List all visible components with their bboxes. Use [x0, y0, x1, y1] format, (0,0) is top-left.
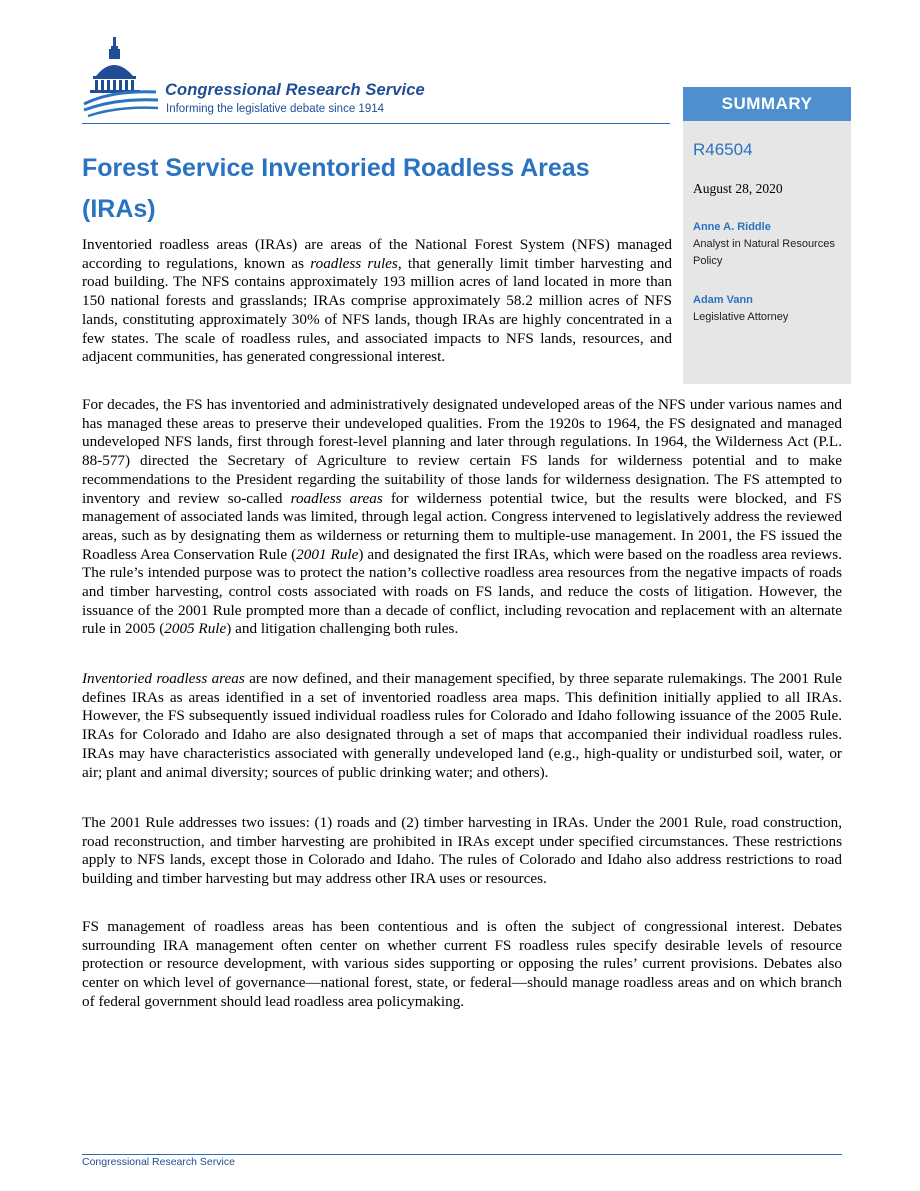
footer-text: Congressional Research Service: [82, 1156, 235, 1168]
author-name: Anne A. Riddle: [693, 221, 771, 233]
summary-sidebar: [683, 87, 851, 384]
debate-paragraph: FS management of roadless areas has been contentious and is often the subject of congressional interest. Debates surrounding IRA management often center on whether current FS roadless rules specify desirable levels of resource protection or resource development, with various sides supporting or opposing the rules’ current provisions. Debates also center on which level of governance—national forest, state, or federal—should manage roadless areas and on which branch of federal government should lead roadless area policymaking.: [82, 918, 842, 1010]
document-title: Forest Service Inventoried Roadless Areas (IRAs): [82, 154, 590, 223]
rule-issues-paragraph: The 2001 Rule addresses two issues: (1) roads and (2) timber harvesting in IRAs. Under the 2001 Rule, road construction, road reconstruction, and timber harvesting are prohibited in IRAs except under specified circumstances. These restrictions apply to NFS lands, except those in Colorado and Idaho. The rules of Colorado and Idaho also address restrictions to road building and timber harvesting but may address other IRA uses or resources.: [82, 814, 842, 888]
author-title: Legislative Attorney: [693, 311, 789, 323]
summary-banner: SUMMARY: [683, 87, 851, 121]
header-divider: [82, 123, 670, 124]
report-date: August 28, 2020: [693, 181, 783, 196]
report-number: R46504: [693, 140, 753, 159]
org-name: Congressional Research Service: [165, 81, 425, 99]
crs-logo: [82, 34, 502, 124]
org-tagline: Informing the legislative debate since 1914: [166, 103, 385, 115]
footer-divider: [82, 1154, 842, 1155]
history-paragraph: For decades, the FS has inventoried and administratively designated undeveloped areas of the NFS under various names and has managed these areas to preserve their undeveloped qualities. From the 1920s to 1964, the FS designated and managed undeveloped NFS lands, first through forest-level planning and later through regulations. In 1964, the Wilderness Act (P.L. 88-577) directed the Secretary of Agriculture to review certain FS lands for wilderness potential and to make recommendations to the President regarding the suitability of those lands for wilderness designation. The FS attempted to inventory and review so-called roadless areas for wilderness potential twice, but the results were blocked, and FS management of associated lands was limited, through legal action. Congress intervened to legislatively address the reviewed areas, such as by designating them as wilderness or returning them to multiple-use management. In 2001, the FS issued the Roadless Area Conservation Rule (2001 Rule) and designated the first IRAs, which were based on the roadless area reviews. The rule’s intended purpose was to protect the nation’s collective roadless area resources from the negative impacts of roads and timber harvesting, control costs associated with roads on FS lands, and reduce the costs of litigation. However, the issuance of the 2001 Rule prompted more than a decade of conflict, including revocation and replacement with an alternate rule in 2005 (2005 Rule) and litigation challenging both rules.: [82, 396, 842, 638]
summary-paragraph: Inventoried roadless areas (IRAs) are areas of the National Forest System (NFS) managed according to regulations, known as roadless rules, that generally limit timber harvesting and road building. The NFS contains approximately 193 million acres of land located in more than 150 national forests and grasslands; IRAs comprise approximately 58.2 million acres of NFS lands, constituting approximately 30% of NFS lands, though IRAs are highly concentrated in a few states. The scale of roadless rules, and associated impacts to NFS lands, resources, and adjacent communities, has generated congressional interest.: [82, 236, 672, 366]
author-name: Adam Vann: [693, 294, 753, 306]
definition-paragraph: Inventoried roadless areas are now defined, and their management specified, by three separate rulemakings. The 2001 Rule defines IRAs as areas identified in a set of inventoried roadless area maps. This definition initially applied to all IRAs. However, the FS subsequently issued individual roadless rules for Colorado and Idaho following issuance of the 2005 Rule. IRAs for Colorado and Idaho are also designated through a set of maps that accompanied their individual roadless rules. IRAs may have characteristics associated with generally undeveloped land (e.g., high-quality or undisturbed soil, water, or air; plant and animal diversity; sources of public drinking water; and others).: [82, 670, 842, 781]
capitol-dome-icon: [82, 34, 162, 124]
author-block: [693, 292, 848, 326]
author-title: Analyst in Natural Resources Policy: [693, 238, 835, 267]
author-block: [693, 219, 848, 270]
